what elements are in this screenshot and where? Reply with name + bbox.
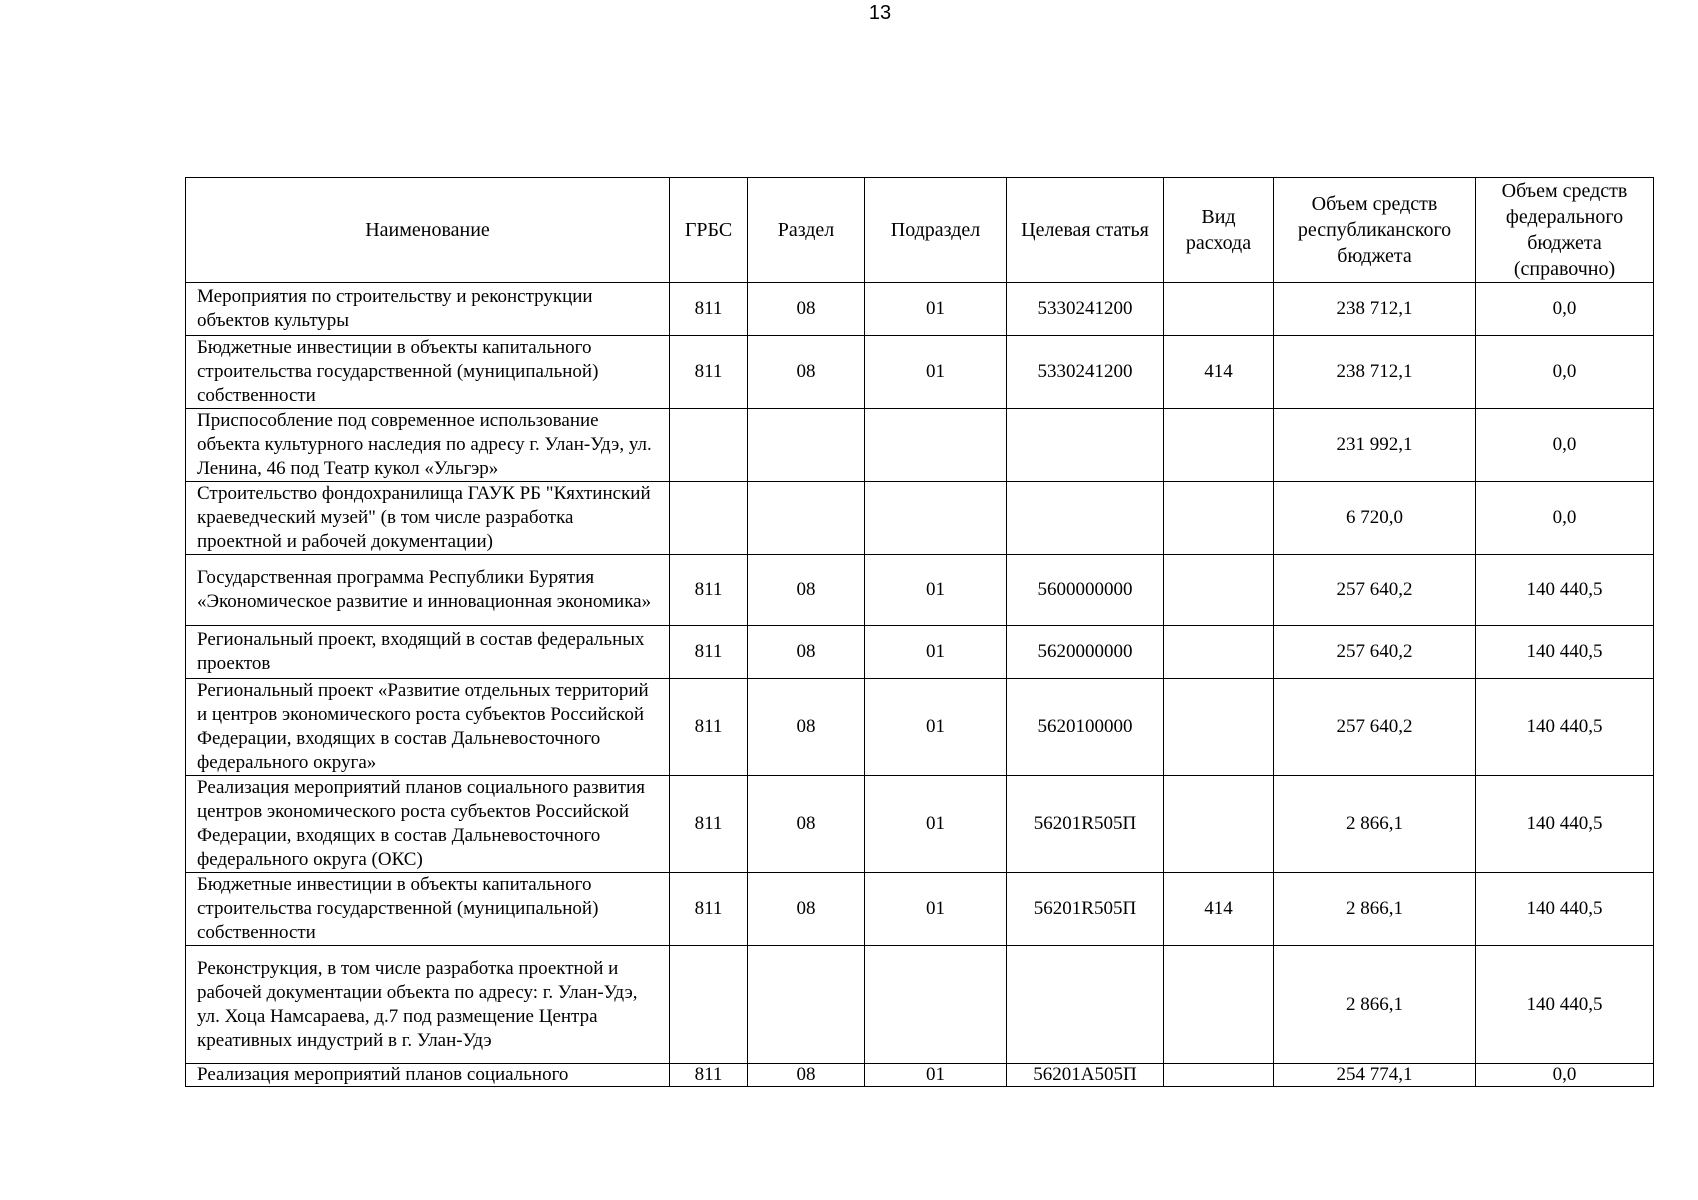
cell-federal-budget: 0,0 — [1476, 336, 1654, 409]
cell-name: Бюджетные инвестиции в объекты капитального строительства государственной (муниципальной) собственности — [186, 336, 670, 409]
header-grbs: ГРБС — [670, 178, 748, 283]
cell-subsection: 01 — [865, 873, 1007, 946]
cell-name: Реконструкция, в том числе разработка проектной и рабочей документации объекта по адресу: г. Улан-Удэ, ул. Хоца Намсараева, д.7 под размещение Центра креативных индустрий в г. Улан-Удэ — [186, 946, 670, 1064]
cell-expense-type: 414 — [1164, 336, 1274, 409]
header-subsection: Подраздел — [865, 178, 1007, 283]
cell-expense-type — [1164, 1064, 1274, 1087]
cell-target-article: 5600000000 — [1007, 555, 1164, 626]
cell-name: Региональный проект «Развитие отдельных территорий и центров экономического роста субъектов Российской Федерации, входящих в состав Дальневосточного федерального округа» — [186, 679, 670, 776]
cell-grbs: 811 — [670, 679, 748, 776]
cell-subsection — [865, 482, 1007, 555]
cell-subsection: 01 — [865, 776, 1007, 873]
cell-grbs: 811 — [670, 626, 748, 679]
cell-federal-budget: 0,0 — [1476, 409, 1654, 482]
cell-federal-budget: 0,0 — [1476, 283, 1654, 336]
cell-subsection: 01 — [865, 626, 1007, 679]
cell-expense-type — [1164, 482, 1274, 555]
page-number: 13 — [868, 2, 892, 24]
table-row — [186, 626, 1654, 679]
table-row — [186, 555, 1654, 626]
cell-target-article: 5620000000 — [1007, 626, 1164, 679]
cell-expense-type — [1164, 626, 1274, 679]
cell-section: 08 — [748, 873, 865, 946]
cell-subsection — [865, 409, 1007, 482]
cell-section: 08 — [748, 626, 865, 679]
table-row — [186, 679, 1654, 776]
cell-name: Региональный проект, входящий в состав федеральных проектов — [186, 626, 670, 679]
cell-republican-budget: 238 712,1 — [1274, 283, 1476, 336]
cell-name: Реализация мероприятий планов социального развития центров экономического роста субъектов Российской Федерации, входящих в состав Дальневосточного федерального округа (ОКС) — [186, 776, 670, 873]
table-row — [186, 776, 1654, 873]
cell-target-article — [1007, 946, 1164, 1064]
table-row — [186, 283, 1654, 336]
cell-section — [748, 409, 865, 482]
cell-section: 08 — [748, 1064, 865, 1087]
cell-republican-budget: 238 712,1 — [1274, 336, 1476, 409]
cell-section: 08 — [748, 555, 865, 626]
table-row — [186, 946, 1654, 1064]
cell-section: 08 — [748, 679, 865, 776]
header-federal-budget: Объем средств федерального бюджета (справочно) — [1476, 178, 1654, 283]
table-row — [186, 873, 1654, 946]
cell-federal-budget: 140 440,5 — [1476, 873, 1654, 946]
cell-republican-budget: 2 866,1 — [1274, 946, 1476, 1064]
table-row — [186, 482, 1654, 555]
cell-federal-budget: 0,0 — [1476, 1064, 1654, 1087]
cell-expense-type — [1164, 283, 1274, 336]
cell-section: 08 — [748, 776, 865, 873]
cell-federal-budget: 140 440,5 — [1476, 679, 1654, 776]
cell-grbs: 811 — [670, 555, 748, 626]
cell-republican-budget: 2 866,1 — [1274, 776, 1476, 873]
header-row — [186, 178, 1654, 283]
cell-grbs — [670, 409, 748, 482]
header-name: Наименование — [186, 178, 670, 283]
cell-grbs: 811 — [670, 336, 748, 409]
cell-subsection: 01 — [865, 283, 1007, 336]
cell-expense-type: 414 — [1164, 873, 1274, 946]
header-expense-type: Вид расхода — [1164, 178, 1274, 283]
cell-target-article: 56201R505П — [1007, 776, 1164, 873]
cell-subsection — [865, 946, 1007, 1064]
cell-expense-type — [1164, 679, 1274, 776]
cell-federal-budget: 140 440,5 — [1476, 946, 1654, 1064]
cell-subsection: 01 — [865, 555, 1007, 626]
cell-target-article: 5620100000 — [1007, 679, 1164, 776]
cell-target-article: 5330241200 — [1007, 336, 1164, 409]
table-header — [186, 178, 1654, 283]
cell-grbs: 811 — [670, 283, 748, 336]
cell-republican-budget: 254 774,1 — [1274, 1064, 1476, 1087]
cell-republican-budget: 6 720,0 — [1274, 482, 1476, 555]
cell-republican-budget: 231 992,1 — [1274, 409, 1476, 482]
cell-section: 08 — [748, 283, 865, 336]
cell-target-article: 56201А505П — [1007, 1064, 1164, 1087]
table-row — [186, 1064, 1654, 1087]
cell-grbs: 811 — [670, 1064, 748, 1087]
cell-target-article: 5330241200 — [1007, 283, 1164, 336]
budget-table — [185, 177, 1654, 1087]
cell-federal-budget: 140 440,5 — [1476, 555, 1654, 626]
cell-grbs — [670, 482, 748, 555]
cell-section — [748, 946, 865, 1064]
cell-name: Приспособление под современное использование объекта культурного наследия по адресу г. Улан-Удэ, ул. Ленина, 46 под Театр кукол «Ульгэр» — [186, 409, 670, 482]
cell-name: Бюджетные инвестиции в объекты капитального строительства государственной (муниципальной) собственности — [186, 873, 670, 946]
header-target-article: Целевая статья — [1007, 178, 1164, 283]
cell-expense-type — [1164, 555, 1274, 626]
cell-expense-type — [1164, 776, 1274, 873]
cell-target-article: 56201R505П — [1007, 873, 1164, 946]
cell-expense-type — [1164, 409, 1274, 482]
cell-republican-budget: 257 640,2 — [1274, 555, 1476, 626]
table-row — [186, 336, 1654, 409]
cell-name: Реализация мероприятий планов социального — [186, 1064, 670, 1087]
cell-name: Государственная программа Республики Бурятия «Экономическое развитие и инновационная экономика» — [186, 555, 670, 626]
cell-republican-budget: 257 640,2 — [1274, 626, 1476, 679]
cell-grbs: 811 — [670, 776, 748, 873]
cell-republican-budget: 257 640,2 — [1274, 679, 1476, 776]
cell-name: Строительство фондохранилища ГАУК РБ "Кяхтинский краеведческий музей" (в том числе разработка проектной и рабочей документации) — [186, 482, 670, 555]
table-body — [186, 283, 1654, 1087]
cell-federal-budget: 140 440,5 — [1476, 626, 1654, 679]
cell-federal-budget: 140 440,5 — [1476, 776, 1654, 873]
cell-name: Мероприятия по строительству и реконструкции объектов культуры — [186, 283, 670, 336]
cell-federal-budget: 0,0 — [1476, 482, 1654, 555]
cell-subsection: 01 — [865, 679, 1007, 776]
cell-grbs — [670, 946, 748, 1064]
header-republican-budget: Объем средств республиканского бюджета — [1274, 178, 1476, 283]
cell-subsection: 01 — [865, 1064, 1007, 1087]
cell-section — [748, 482, 865, 555]
header-section: Раздел — [748, 178, 865, 283]
cell-subsection: 01 — [865, 336, 1007, 409]
cell-target-article — [1007, 409, 1164, 482]
cell-republican-budget: 2 866,1 — [1274, 873, 1476, 946]
cell-target-article — [1007, 482, 1164, 555]
cell-grbs: 811 — [670, 873, 748, 946]
table-row — [186, 409, 1654, 482]
cell-expense-type — [1164, 946, 1274, 1064]
cell-section: 08 — [748, 336, 865, 409]
